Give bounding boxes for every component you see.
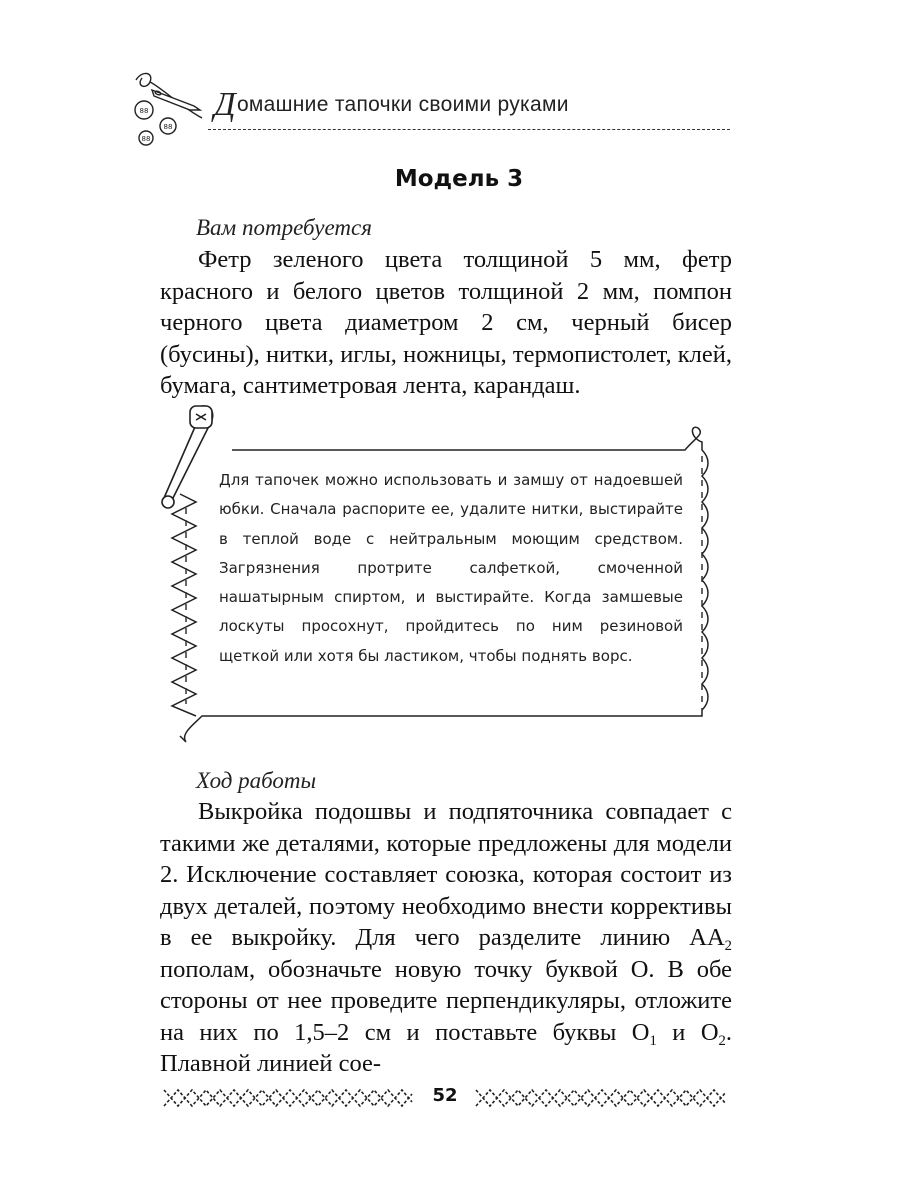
needle-buttons-icon — [128, 66, 214, 150]
subscript-a2: 2 — [724, 938, 732, 955]
materials-paragraph: Фетр зеленого цвета толщиной 5 мм, фетр красного и белого цветов толщиной 2 мм, помпон черного цвета диаметром 2 см, черный бисер (бусины), нитки, иглы, ножницы, термопистолет, клей, бумага, сантиметровая лента, карандаш. — [160, 246, 732, 399]
footer-right-ornament — [472, 1078, 730, 1118]
footer-left-ornament — [160, 1078, 416, 1118]
subscript-o2: 2 — [718, 1032, 726, 1049]
work-text-4: . Плавной линией сое- — [160, 1018, 732, 1077]
safety-pin-icon — [162, 406, 213, 508]
work-text-1: Выкройка подошвы и подпяточника совпадает с такими же деталями, которые предложены для модели 2. Исключение составляет союзка, которая состоит из двух деталей, поэтому необходимо внести коррективы в ее выкройку. Для чего разделите линию АА — [160, 798, 732, 951]
svg-text:88: 88 — [141, 135, 151, 143]
header-title-text: омашние тапочки своими руками — [236, 93, 569, 116]
work-paragraph — [160, 796, 732, 1080]
page-number: 52 — [432, 1085, 458, 1106]
svg-text:88: 88 — [163, 123, 173, 131]
model-title: Модель 3 — [394, 166, 524, 192]
header-dashed-rule — [208, 129, 730, 130]
running-header — [214, 86, 569, 124]
work-heading: Ход работы — [196, 768, 317, 793]
work-text-3: и О — [656, 1018, 719, 1046]
materials-heading: Вам потребуется — [196, 215, 372, 240]
header-drop-letter: Д — [214, 86, 236, 123]
subscript-o1: 1 — [649, 1032, 657, 1049]
svg-text:88: 88 — [139, 107, 149, 115]
work-text-2: пополам, обозначьте новую точку буквой О. В обе стороны от нее проведите перпендикуляры, отложите на них по 1,5–2 см и поставьте буквы О — [160, 955, 732, 1046]
note-text: Для тапочек можно использовать и замшу от надоевшей юбки. Сначала распорите ее, удалите нитки, выстирайте в теплой воде с нейтральным моющим средством. Загрязнения протрите салфеткой, смоченной нашатырным спиртом, и выстирайте. Когда замшевые лоскуты просохнут, пройдитесь по ним резиновой щеткой или хотя бы ластиком, чтобы поднять ворс. — [219, 471, 683, 665]
